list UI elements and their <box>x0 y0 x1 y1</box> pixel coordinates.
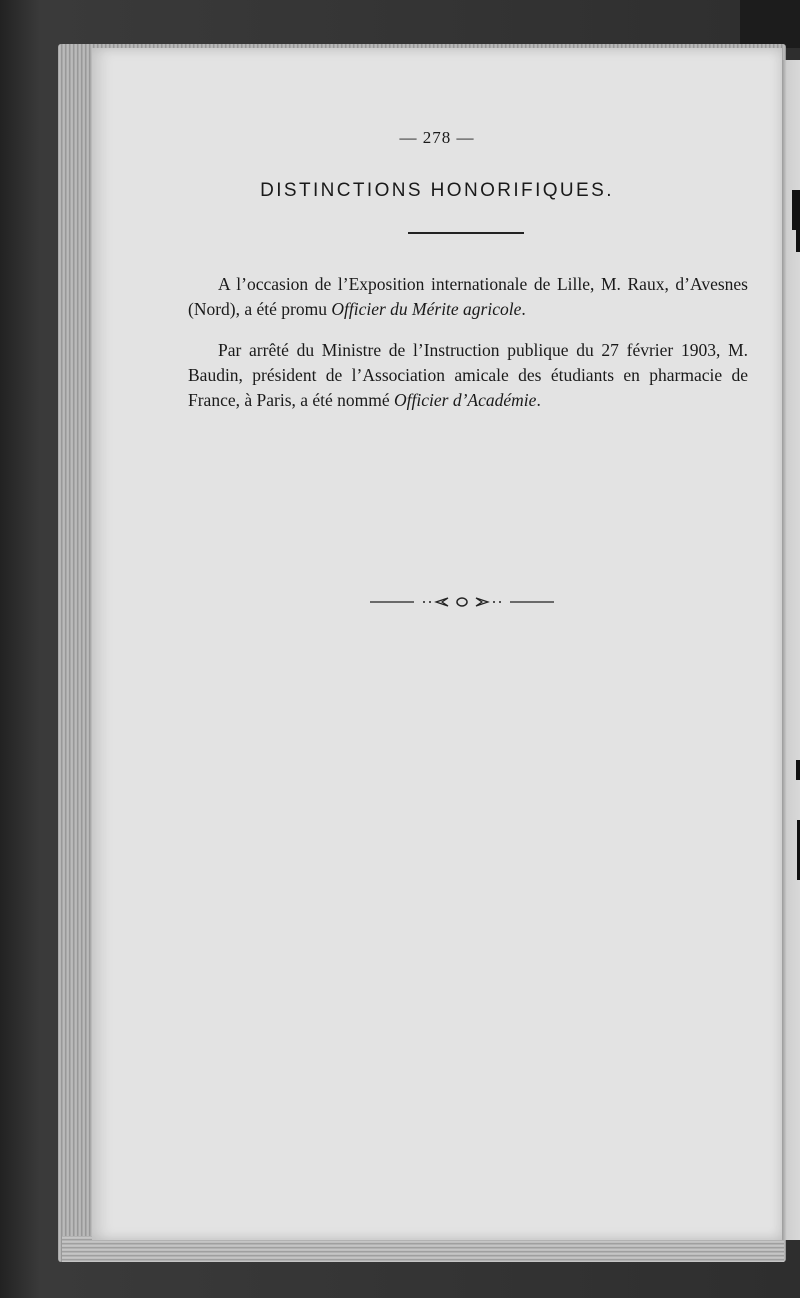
adjacent-page-mark <box>796 230 800 252</box>
paragraph-end: . <box>536 390 541 410</box>
paragraph-text: Par arrêté du Ministre de l’Instruction publique du 27 février 1903, M. Baudin, président de l’Association amicale des étudiants en pharmacie de France, à Paris, a été nommé <box>188 340 748 410</box>
page-number: — 278 — <box>399 128 475 147</box>
paragraph-raux <box>188 272 748 322</box>
book-page <box>92 48 782 1240</box>
paragraph-text: A l’occasion de l’Exposition internationale de Lille, M. Raux, d’Avesnes (Nord), a été promu <box>188 274 748 319</box>
adjacent-page-mark <box>796 760 800 780</box>
paragraph-baudin <box>188 338 748 413</box>
distinction-title: Officier du Mérite agricole <box>331 299 522 319</box>
adjacent-page-mark <box>792 190 800 230</box>
section-end-ornament <box>362 594 562 610</box>
page-content <box>92 48 782 1240</box>
scan-background-corner <box>740 0 800 48</box>
distinction-title: Officier d’Académie <box>394 390 537 410</box>
section-heading: DISTINCTIONS HONORIFIQUES. <box>260 180 614 201</box>
heading-underline <box>408 232 524 234</box>
paragraph-end: . <box>521 299 526 319</box>
